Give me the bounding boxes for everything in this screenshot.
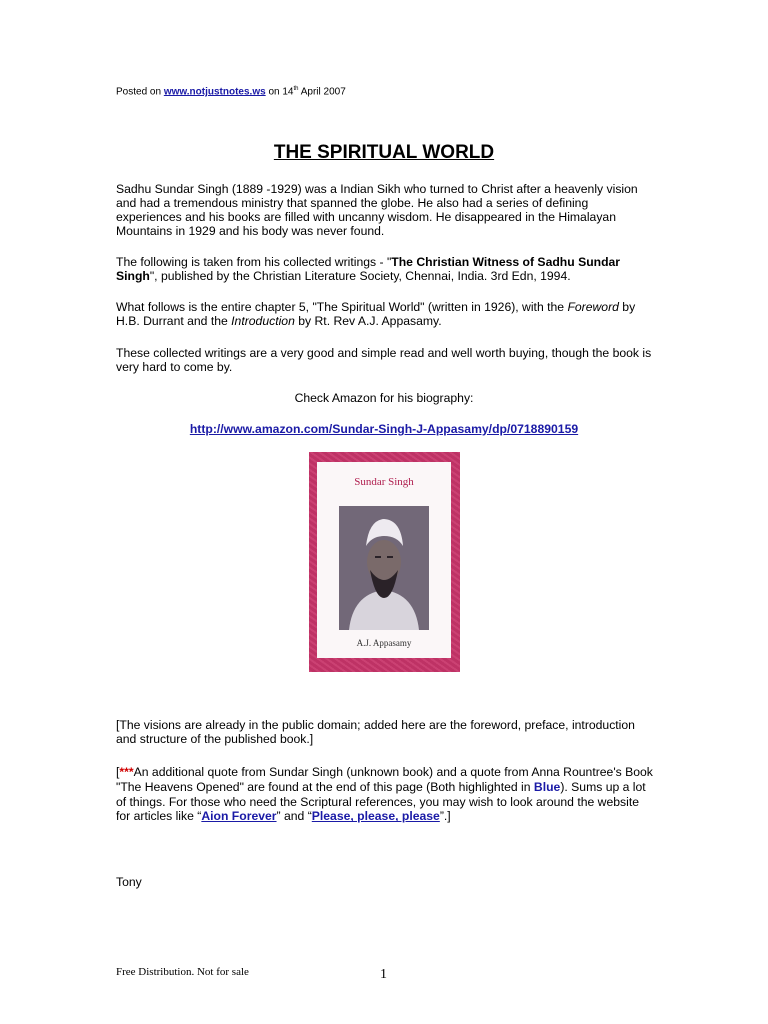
signature: Tony [116, 875, 142, 889]
footer-text: Free Distribution. Not for sale [116, 966, 249, 978]
additional-t4: ”.] [439, 809, 451, 824]
additional-t1: An additional quote from Sundar Singh (unknown book) and a quote from Anna Rountree's Book "The Heavens Opened" are found at the end of this page (Both highlighted in [116, 765, 653, 794]
please-please-link[interactable]: Please, please, please [311, 809, 440, 824]
book-cover-title: Sundar Singh [354, 476, 414, 488]
book-cover-inner [317, 462, 451, 658]
chapter-p3: by Rt. Rev A.J. Appasamy. [294, 314, 442, 328]
visions-note: [The visions are already in the public domain; added here are the foreword, preface, introduction and structure of the published book.] [116, 718, 635, 746]
additional-blue-word: Blue [533, 779, 561, 794]
book-cover-portrait [339, 506, 429, 630]
aion-forever-link[interactable]: Aion Forever [201, 809, 277, 824]
chapter-p1: What follows is the entire chapter 5, "The Spiritual World" (written in 1926), with the [116, 300, 568, 314]
source-suffix: ", published by the Christian Literature Society, Chennai, India. 3rd Edn, 1994. [149, 269, 571, 283]
amazon-link[interactable]: http://www.amazon.com/Sundar-Singh-J-Appasamy/dp/0718890159 [189, 422, 579, 436]
amazon-link-line [0, 422, 768, 436]
book-cover-author: A.J. Appasamy [356, 638, 412, 648]
posted-sup: th [293, 86, 299, 92]
posted-prefix: Posted on [116, 86, 164, 98]
source-book: The Christian Witness of Sadhu Sundar Singh [116, 255, 621, 283]
additional-open: [ [116, 765, 120, 779]
page-title: THE SPIRITUAL WORLD [273, 142, 495, 163]
chapter-introduction: Introduction [231, 314, 295, 328]
portrait-illustration [339, 506, 429, 630]
chapter-paragraph [116, 300, 656, 328]
additional-stars: *** [119, 765, 134, 779]
book-cover-image [309, 452, 460, 672]
posted-mid: on 14 [265, 86, 294, 98]
additional-t3: ” and “ [276, 809, 312, 824]
posted-line [116, 86, 346, 97]
recommend-paragraph: These collected writings are a very good and simple read and well worth buying, though the book is very hard to come by. [116, 346, 652, 374]
amazon-label: Check Amazon for his biography: [294, 391, 474, 405]
additional-paragraph [116, 765, 656, 824]
site-link[interactable]: www.notjustnotes.ws [163, 86, 266, 98]
chapter-p2: by H.B. Durrant and the [116, 300, 636, 328]
intro-paragraph: Sadhu Sundar Singh (1889 -1929) was a Indian Sikh who turned to Christ after a heavenly vision and had a tremendous ministry that spanned the globe. He also had a series of defining experiences and his books are filled with uncanny wisdom. He disappeared in the Himalayan Mountains in 1929 and his body was never found. [116, 182, 638, 238]
chapter-foreword: Foreword [567, 300, 619, 314]
additional-t2: ). Sums up a lot of things. For those who need the Scriptural references, you may wish to look around the website for articles like “ [116, 779, 646, 824]
posted-suffix: April 2007 [298, 86, 346, 98]
page-number: 1 [380, 967, 387, 982]
source-prefix: The following is taken from his collected writings - " [116, 255, 392, 269]
source-paragraph [116, 255, 656, 283]
